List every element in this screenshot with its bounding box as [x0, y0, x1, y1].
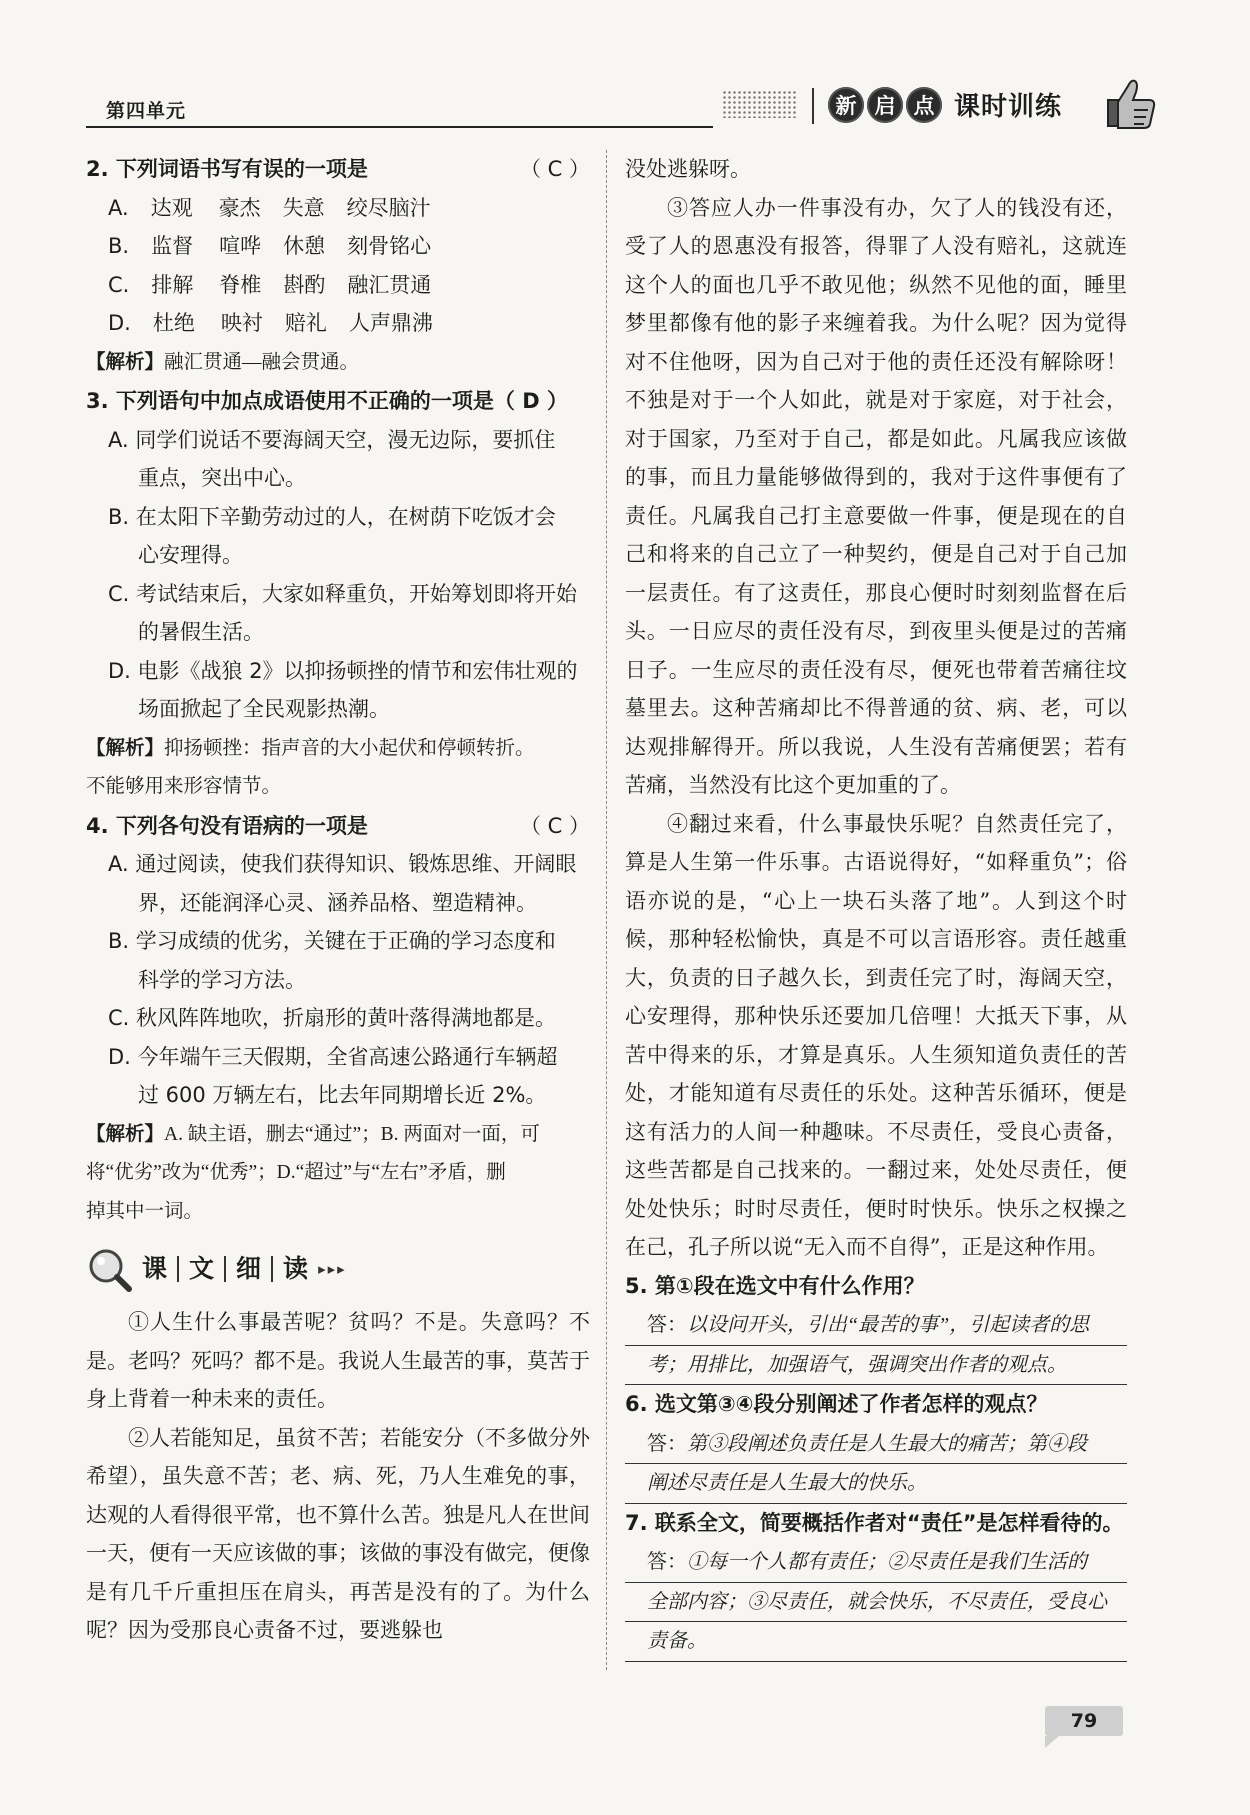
term: 豪杰	[218, 195, 261, 220]
answer-label: 答：	[647, 1430, 687, 1455]
analysis-text: 融汇贯通—融会贯通。	[164, 351, 360, 373]
q7-answer-line-3	[625, 1622, 1127, 1662]
option-text-cont: 界，还能润泽心灵、涵养品格、塑造精神。	[138, 890, 537, 915]
analysis-text-cont: 不能够用来形容情节。	[86, 776, 282, 797]
term: 刻骨铭心	[347, 234, 432, 258]
option-letter: A.	[108, 195, 129, 220]
q2-analysis	[86, 343, 590, 383]
q2-option-d	[86, 304, 590, 343]
option-text: A. 同学们说话不要海阔天空，漫无边际，要抓住	[108, 427, 556, 452]
term: 赔礼	[284, 311, 327, 335]
section-word-3: 细	[236, 1253, 262, 1283]
q3-analysis	[86, 729, 590, 807]
section-word-1: 课	[142, 1253, 168, 1283]
q3-option-d	[86, 652, 590, 729]
q4-analysis	[86, 1115, 590, 1232]
q6-answer-line-2	[625, 1464, 1127, 1504]
answer-text: 阐述尽责任是人生最大的快乐。	[647, 1472, 927, 1494]
option-text-cont: 重点，突出中心。	[138, 466, 306, 490]
option-text-cont: 科学的学习方法。	[138, 967, 306, 992]
question-3-stem: 3. 下列语句中加点成语使用不正确的一项是（ D ）	[86, 389, 568, 413]
q7-answer-line-1	[625, 1542, 1127, 1583]
header-divider	[812, 88, 814, 124]
analysis-tag: 【解析】	[86, 349, 165, 373]
brand-char-2: 启	[867, 87, 903, 123]
left-column	[86, 150, 590, 1650]
q2-option-a	[86, 189, 590, 228]
q7-answer-line-2	[625, 1583, 1127, 1623]
passage-paragraph-1: ①人生什么事最苦呢？贫吗？不是。失意吗？不是。老吗？死吗？都不是。我说人生最苦的事，莫苦于身上背着一种未来的责任。	[86, 1310, 590, 1411]
q5-answer-line-2	[625, 1346, 1127, 1386]
answer-label: 答：	[647, 1549, 687, 1573]
option-letter: C.	[108, 272, 130, 297]
question-2-answer: （ C ）	[519, 157, 590, 181]
brand-logo	[828, 86, 1062, 123]
question-6	[625, 1385, 1127, 1424]
term: 休憩	[283, 234, 326, 258]
q4-option-b	[86, 922, 590, 999]
term: 绞尽脑汁	[346, 195, 431, 220]
q2-option-c	[86, 266, 590, 305]
term: 融汇贯通	[347, 272, 432, 297]
answer-text: 以设问开头，引出“最苦的事”，引起读者的思	[687, 1314, 1090, 1336]
answer-text: 第③段阐述负责任是人生最大的痛苦；第④段	[687, 1432, 1087, 1455]
q6-answer-line-1	[625, 1424, 1127, 1465]
term: 杜绝	[152, 311, 195, 335]
answer-text: 责备。	[647, 1630, 707, 1652]
analysis-text: A. 缺主语，删去“通过”；B. 两面对一面，可	[164, 1123, 540, 1145]
magnifier-icon	[86, 1246, 132, 1292]
question-3	[86, 382, 590, 421]
q3-option-a	[86, 421, 590, 498]
term: 达观	[150, 195, 193, 220]
option-text: C. 秋风阵阵地吹，折扇形的黄叶落得满地都是。	[108, 1006, 557, 1030]
answer-label: 答：	[647, 1312, 687, 1336]
option-text: B. 在太阳下辛勤劳动过的人，在树荫下吃饭才会	[108, 504, 556, 529]
section-separator	[224, 1256, 226, 1282]
passage-paragraph-4: ④翻过来看，什么事最快乐呢？自然责任完了，算是人生第一件乐事。古语说得好，“如释重负”；俗语亦说的是，“心上一块石头落了地”。人到这个时候，那种轻松愉快，真是不可以言语形容。责任越重大，负责的日子越久长，到责任完了时，海阔天空，心安理得，那种快乐还要加几倍哩！大抵天下事，从苦中得来的乐，才算是真乐。人生须知道负责任的苦处，才能知道有尽责任的乐处。这种苦乐循环，便是这有活力的人间一种趣味。不尽责任，受良心责备，这些苦都是自己找来的。一翻过来，处处尽责任，便处处快乐；时时尽责任，便时时快乐。快乐之权操之在己，孔子所以说“无入而不自得”，正是这种作用。	[625, 811, 1127, 1259]
option-text: C. 考试结束后，大家如释重负，开始筹划即将开始	[108, 581, 578, 606]
term: 排解	[151, 272, 194, 297]
option-text-cont: 的暑假生活。	[138, 620, 264, 644]
term: 监督	[151, 234, 194, 258]
term: 喧哗	[219, 234, 262, 258]
answer-text: ①每一个人都有责任；②尽责任是我们生活的	[687, 1551, 1087, 1573]
analysis-tag: 【解析】	[86, 1121, 165, 1145]
option-letter: D.	[108, 311, 131, 335]
option-text: B. 学习成绩的优劣，关键在于正确的学习态度和	[108, 929, 556, 953]
analysis-text-cont: 掉其中一词。	[86, 1200, 204, 1222]
option-text: D. 电影《战狼 2》以抑扬顿挫的情节和宏伟壮观的	[108, 658, 578, 683]
passage-paragraph-2-cont: 没处逃躲呀。	[625, 157, 751, 181]
q4-option-c	[86, 999, 590, 1038]
passage-paragraph-3: ③答应人办一件事没有办，欠了人的钱没有还，受了人的恩惠没有报答，得罪了人没有赔礼，这就连这个人的面也几乎不敢见他；纵然不见他的面，睡里梦里都像有他的影子来缠着我。为什么呢？因为觉得对不住他呀，因为自己对于他的责任还没有解除呀！不独是对于一个人如此，就是对于家庭，对于社会，对于国家，乃至对于自己，都是如此。凡属我应该做的事，而且力量能够做得到的，我对于这件事便有了责任。凡属我自己打主意要做一件事，便是现在的自己和将来的自己立了一种契约，便是自己对于自己加一层责任。有了这责任，那良心便时时刻刻监督在后头。一日应尽的责任没有尽，到夜里头便是过的苦痛日子。一生应尽的责任没有尽，便死也带着苦痛往坟墓里去。这种苦痛却比不得普通的贫、病、老，可以达观排解得开。所以我说，人生没有苦痛便罢；若有苦痛，当然没有比这个更加重的了。	[625, 195, 1127, 797]
option-text-cont: 场面掀起了全民观影热潮。	[138, 697, 390, 721]
q5-answer-line-1	[625, 1305, 1127, 1346]
term: 人声鼎沸	[348, 311, 433, 335]
option-text-cont: 过 600 万辆左右，比去年同期增长近 2%。	[138, 1083, 547, 1107]
question-5	[625, 1267, 1127, 1306]
term: 失意	[282, 195, 325, 220]
dot-pattern-decoration	[722, 90, 798, 118]
question-4-stem: 4. 下列各句没有语病的一项是	[86, 813, 368, 838]
question-2	[86, 150, 590, 189]
term: 脊椎	[219, 272, 262, 297]
section-word-2: 文	[189, 1253, 215, 1283]
answer-text: 考；用排比，加强语气，强调突出作者的观点。	[647, 1353, 1067, 1376]
page-number-tail	[1045, 1736, 1059, 1748]
question-4	[86, 807, 590, 846]
section-heading	[86, 1245, 590, 1293]
q3-option-c	[86, 575, 590, 652]
section-separator	[177, 1256, 179, 1282]
option-text: A. 通过阅读，使我们获得知识、锻炼思维、开阔眼	[108, 852, 577, 876]
question-6-stem: 6. 选文第③④段分别阐述了作者怎样的观点？	[625, 1392, 1048, 1416]
thumbs-up-icon	[1098, 70, 1162, 134]
q4-option-a	[86, 845, 590, 922]
term: 映衬	[220, 311, 263, 335]
arrows-icon: ▸▸▸	[318, 1259, 347, 1278]
section-word-4: 读	[283, 1253, 309, 1283]
question-4-answer: （ C ）	[519, 813, 590, 838]
brand-char-3: 点	[906, 87, 942, 123]
section-separator	[271, 1256, 273, 1282]
passage-left	[86, 1303, 590, 1650]
analysis-tag: 【解析】	[86, 735, 165, 759]
q2-option-b	[86, 227, 590, 266]
unit-label: 第四单元	[106, 100, 187, 122]
header-rule	[86, 126, 713, 128]
passage-right	[625, 150, 1127, 1267]
option-letter: B.	[108, 234, 130, 258]
page-number: 79	[1045, 1706, 1123, 1736]
question-7	[625, 1504, 1127, 1543]
answer-text: 全部内容；③尽责任，就会快乐，不尽责任，受良心	[647, 1590, 1107, 1613]
option-text-cont: 心安理得。	[138, 543, 243, 567]
option-text: D. 今年端午三天假期，全省高速公路通行车辆超	[108, 1044, 558, 1069]
question-5-stem: 5. 第①段在选文中有什么作用？	[625, 1273, 925, 1298]
q4-option-d	[86, 1038, 590, 1115]
question-7-stem: 7. 联系全文，简要概括作者对“责任”是怎样看待的。	[625, 1510, 1124, 1535]
analysis-text-cont: 将“优劣”改为“优秀”；D.“超过”与“左右”矛盾，删	[86, 1162, 506, 1183]
question-2-stem: 2. 下列词语书写有误的一项是	[86, 157, 368, 181]
brand-title: 课时训练	[954, 92, 1063, 122]
column-divider	[606, 150, 607, 1670]
q3-option-b	[86, 498, 590, 575]
analysis-text: 抑扬顿挫：指声音的大小起伏和停顿转折。	[164, 737, 535, 759]
passage-paragraph-2: ②人若能知足，虽贫不苦；若能安分（不多做分外希望），虽失意不苦；老、病、死，乃人生难免的事，达观的人看得很平常，也不算什么苦。独是凡人在世间一天，便有一天应该做的事；该做的事没有做完，便像是有几千斤重担压在肩头，再苦是没有的了。为什么呢？因为受那良心责备不过，要逃躲也	[86, 1425, 590, 1642]
brand-char-1: 新	[828, 87, 864, 123]
term: 斟酌	[283, 272, 326, 297]
right-column	[625, 150, 1127, 1662]
